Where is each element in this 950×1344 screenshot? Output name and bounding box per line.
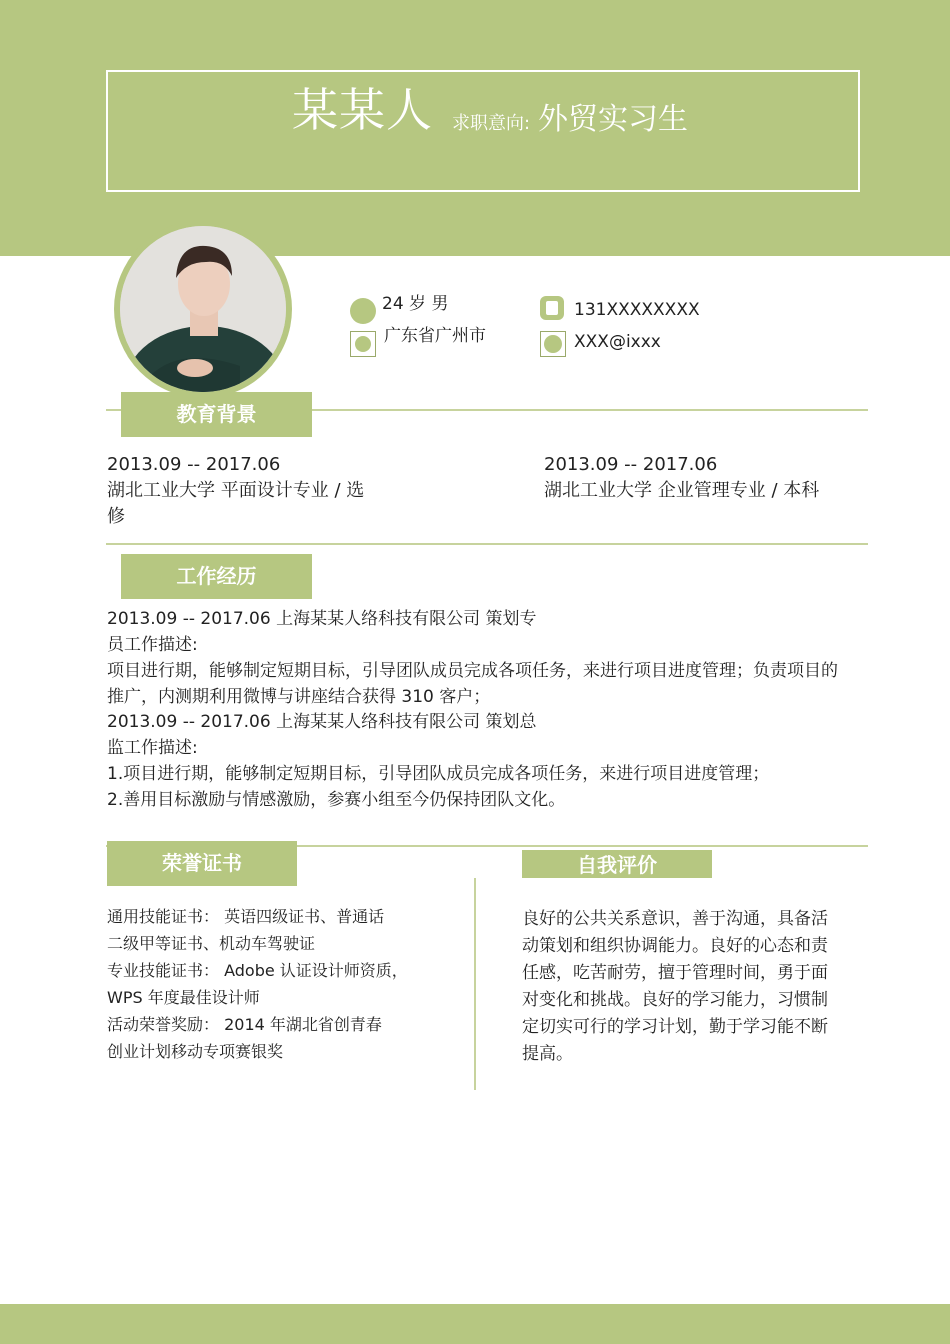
- work-title: 工作经历: [121, 554, 312, 599]
- footer-band: [0, 1304, 950, 1344]
- self-eval-line-2: 动策划和组织协调能力。良好的心态和责: [522, 936, 828, 956]
- education-title: 教育背景: [121, 392, 312, 437]
- phone-number: 131XXXXXXXX: [574, 300, 700, 320]
- work-line-7: 1.项目进行期，能够制定短期目标，引导团队成员完成各项任务，来进行项目进度管理；: [107, 764, 770, 784]
- honor-line-2: 二级甲等证书、机动车驾驶证: [107, 934, 316, 953]
- avatar-photo-icon: [120, 226, 286, 392]
- work-line-4: 推广，内测期利用微博与讲座结合获得 310 客户；: [107, 687, 491, 707]
- work-line-6: 监工作描述:: [107, 738, 198, 758]
- self-eval-line-5: 定切实可行的学习计划，勤于学习能不断: [522, 1017, 828, 1037]
- age-gender: 24 岁 男: [382, 294, 449, 314]
- edu-1-date: 2013.09 -- 2017.06: [107, 454, 281, 475]
- job-intent-label: 求职意向:: [452, 113, 531, 134]
- self-eval-line-6: 提高。: [522, 1044, 573, 1064]
- location: 广东省广州市: [384, 326, 486, 346]
- edu-1-school: 湖北工业大学 平面设计专业 / 选: [107, 480, 365, 501]
- email: XXX@ixxx: [574, 332, 661, 352]
- candidate-name: 某某人: [292, 83, 433, 137]
- email-icon: [540, 331, 566, 357]
- phone-icon: [540, 296, 564, 320]
- work-line-2: 员工作描述:: [107, 635, 198, 655]
- work-divider: [106, 543, 868, 545]
- honor-line-6: 创业计划移动专项赛银奖: [107, 1042, 284, 1061]
- honors-title: 荣誉证书: [107, 841, 297, 886]
- work-line-3: 项目进行期，能够制定短期目标，引导团队成员完成各项任务，来进行项目进度管理；负责项目的: [107, 661, 838, 681]
- work-line-1: 2013.09 -- 2017.06 上海某某人络科技有限公司 策划专: [107, 609, 537, 629]
- self-eval-line-1: 良好的公共关系意识，善于沟通，具备活: [522, 909, 828, 929]
- edu-2-date: 2013.09 -- 2017.06: [544, 454, 718, 475]
- job-intent-value: 外贸实习生: [538, 102, 688, 137]
- honor-line-3: 专业技能证书： Adobe 认证设计师资质，: [107, 961, 408, 980]
- work-line-8: 2.善用目标激励与情感激励，参赛小组至今仍保持团队文化。: [107, 790, 566, 810]
- location-icon: [350, 331, 376, 357]
- self-eval-title: 自我评价: [522, 850, 712, 878]
- person-icon: [350, 298, 376, 324]
- self-eval-line-3: 任感，吃苦耐劳，擅于管理时间，勇于面: [522, 963, 828, 983]
- honor-line-4: WPS 年度最佳设计师: [107, 988, 260, 1007]
- work-line-5: 2013.09 -- 2017.06 上海某某人络科技有限公司 策划总: [107, 712, 537, 732]
- column-divider: [474, 878, 476, 1090]
- self-eval-line-4: 对变化和挑战。良好的学习能力，习惯制: [522, 990, 828, 1010]
- honor-line-5: 活动荣誉奖励： 2014 年湖北省创青春: [107, 1015, 382, 1034]
- edu-2-school: 湖北工业大学 企业管理专业 / 本科: [544, 480, 820, 501]
- avatar: [120, 226, 286, 392]
- honor-line-1: 通用技能证书： 英语四级证书、普通话: [107, 907, 385, 926]
- edu-1-school-cont: 修: [107, 506, 125, 527]
